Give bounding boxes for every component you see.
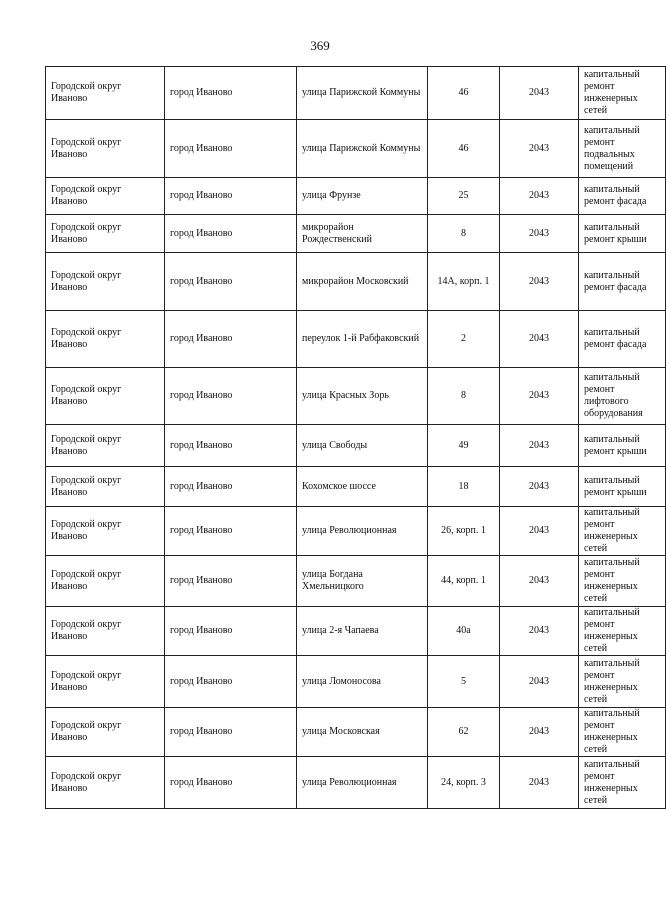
table-row [46, 467, 666, 507]
street-cell: улица Революционная [297, 757, 428, 809]
house-number-cell: 46 [428, 67, 500, 120]
year-cell: 2043 [500, 120, 579, 178]
table-row [46, 368, 666, 425]
table-row [46, 178, 666, 215]
house-number-cell: 62 [428, 708, 500, 757]
street-cell: улица Свободы [297, 425, 428, 467]
city-cell: город Иваново [165, 425, 297, 467]
house-number-cell: 24, корп. 3 [428, 757, 500, 809]
house-number-cell: 26, корп. 1 [428, 507, 500, 556]
district-cell: Городской округ Иваново [46, 656, 165, 708]
year-cell: 2043 [500, 368, 579, 425]
district-cell: Городской округ Иваново [46, 178, 165, 215]
house-number-cell: 18 [428, 467, 500, 507]
year-cell: 2043 [500, 425, 579, 467]
repair-schedule-table [45, 66, 666, 809]
year-cell: 2043 [500, 708, 579, 757]
street-cell: улица Фрунзе [297, 178, 428, 215]
street-cell: микрорайон Московский [297, 253, 428, 311]
house-number-cell: 8 [428, 368, 500, 425]
city-cell: город Иваново [165, 607, 297, 656]
district-cell: Городской округ Иваново [46, 708, 165, 757]
city-cell: город Иваново [165, 368, 297, 425]
work-type-cell: капитальный ремонт крыши [579, 425, 666, 467]
house-number-cell: 44, корп. 1 [428, 556, 500, 607]
city-cell: город Иваново [165, 178, 297, 215]
district-cell: Городской округ Иваново [46, 120, 165, 178]
house-number-cell: 25 [428, 178, 500, 215]
year-cell: 2043 [500, 507, 579, 556]
year-cell: 2043 [500, 178, 579, 215]
work-type-cell: капитальный ремонт фасада [579, 311, 666, 368]
house-number-cell: 14А, корп. 1 [428, 253, 500, 311]
work-type-cell: капитальный ремонт инженерных сетей [579, 757, 666, 809]
work-type-cell: капитальный ремонт фасада [579, 178, 666, 215]
house-number-cell: 2 [428, 311, 500, 368]
city-cell: город Иваново [165, 311, 297, 368]
district-cell: Городской округ Иваново [46, 253, 165, 311]
district-cell: Городской округ Иваново [46, 67, 165, 120]
city-cell: город Иваново [165, 656, 297, 708]
house-number-cell: 8 [428, 215, 500, 253]
street-cell: улица Парижской Коммуны [297, 120, 428, 178]
district-cell: Городской округ Иваново [46, 368, 165, 425]
street-cell: улица 2-я Чапаева [297, 607, 428, 656]
year-cell: 2043 [500, 67, 579, 120]
page-number: 369 [310, 38, 330, 53]
work-type-cell: капитальный ремонт фасада [579, 253, 666, 311]
work-type-cell: капитальный ремонт инженерных сетей [579, 607, 666, 656]
table-row [46, 215, 666, 253]
table-row [46, 425, 666, 467]
table-row [46, 507, 666, 556]
table-row [46, 757, 666, 809]
table-row [46, 708, 666, 757]
city-cell: город Иваново [165, 556, 297, 607]
table-row [46, 253, 666, 311]
year-cell: 2043 [500, 215, 579, 253]
district-cell: Городской округ Иваново [46, 215, 165, 253]
street-cell: улица Ломоносова [297, 656, 428, 708]
street-cell: улица Московская [297, 708, 428, 757]
year-cell: 2043 [500, 556, 579, 607]
district-cell: Городской округ Иваново [46, 311, 165, 368]
city-cell: город Иваново [165, 467, 297, 507]
street-cell: Кохомское шоссе [297, 467, 428, 507]
table-row [46, 311, 666, 368]
year-cell: 2043 [500, 253, 579, 311]
street-cell: улица Парижской Коммуны [297, 67, 428, 120]
street-cell: улица Красных Зорь [297, 368, 428, 425]
year-cell: 2043 [500, 467, 579, 507]
work-type-cell: капитальный ремонт крыши [579, 215, 666, 253]
work-type-cell: капитальный ремонт инженерных сетей [579, 656, 666, 708]
city-cell: город Иваново [165, 708, 297, 757]
house-number-cell: 5 [428, 656, 500, 708]
table-row [46, 120, 666, 178]
district-cell: Городской округ Иваново [46, 425, 165, 467]
street-cell: переулок 1-й Рабфаковский [297, 311, 428, 368]
work-type-cell: капитальный ремонт крыши [579, 467, 666, 507]
year-cell: 2043 [500, 656, 579, 708]
work-type-cell: капитальный ремонт подвальных помещений [579, 120, 666, 178]
district-cell: Городской округ Иваново [46, 507, 165, 556]
work-type-cell: капитальный ремонт инженерных сетей [579, 67, 666, 120]
street-cell: улица Революционная [297, 507, 428, 556]
city-cell: город Иваново [165, 67, 297, 120]
house-number-cell: 49 [428, 425, 500, 467]
year-cell: 2043 [500, 757, 579, 809]
year-cell: 2043 [500, 607, 579, 656]
district-cell: Городской округ Иваново [46, 757, 165, 809]
district-cell: Городской округ Иваново [46, 556, 165, 607]
table-row [46, 656, 666, 708]
house-number-cell: 40а [428, 607, 500, 656]
work-type-cell: капитальный ремонт инженерных сетей [579, 507, 666, 556]
year-cell: 2043 [500, 311, 579, 368]
table-row [46, 67, 666, 120]
house-number-cell: 46 [428, 120, 500, 178]
city-cell: город Иваново [165, 253, 297, 311]
city-cell: город Иваново [165, 215, 297, 253]
street-cell: микрорайон Рождественский [297, 215, 428, 253]
city-cell: город Иваново [165, 120, 297, 178]
district-cell: Городской округ Иваново [46, 467, 165, 507]
table-row [46, 607, 666, 656]
work-type-cell: капитальный ремонт инженерных сетей [579, 708, 666, 757]
district-cell: Городской округ Иваново [46, 607, 165, 656]
work-type-cell: капитальный ремонт инженерных сетей [579, 556, 666, 607]
city-cell: город Иваново [165, 757, 297, 809]
street-cell: улица Богдана Хмельницкого [297, 556, 428, 607]
work-type-cell: капитальный ремонт лифтового оборудования [579, 368, 666, 425]
table-row [46, 556, 666, 607]
city-cell: город Иваново [165, 507, 297, 556]
